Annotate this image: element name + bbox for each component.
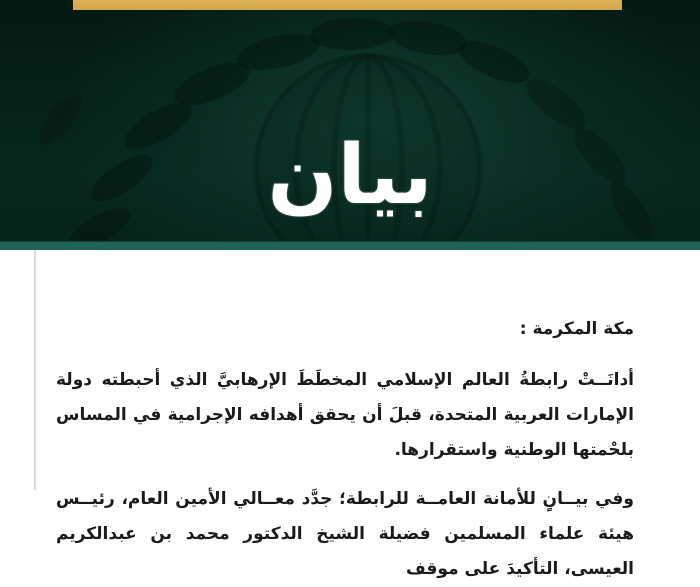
statement-title: بيان — [267, 128, 433, 223]
statement-paragraph-2: وفي بيــانٍ للأمانة العامــة للرابطة؛ جدَّد معــالي الأمين العام، رئيــس هيئة علماء المسلمين فضيلة الشيخ الدكتور محمد بن عبدالكريم العيسى، التأكيدَ على موقف — [56, 489, 634, 579]
teal-divider-strip — [0, 241, 700, 250]
statement-body — [0, 250, 700, 579]
gold-accent-bar — [73, 0, 622, 10]
banner — [0, 0, 700, 250]
location-heading: مكة المكرمة : — [519, 319, 634, 339]
left-margin-line — [34, 250, 36, 490]
statement-paragraph-1: أدانَــتْ رابطةُ العالم الإسلامي المخطَطَ الإرهابيَّ الذي أحبطته دولة الإمارات العربية المتحدة، قبلَ أن يحقق أهدافه الإجرامية في المساس بلحْمتها الوطنية واستقرارها. — [56, 370, 634, 460]
